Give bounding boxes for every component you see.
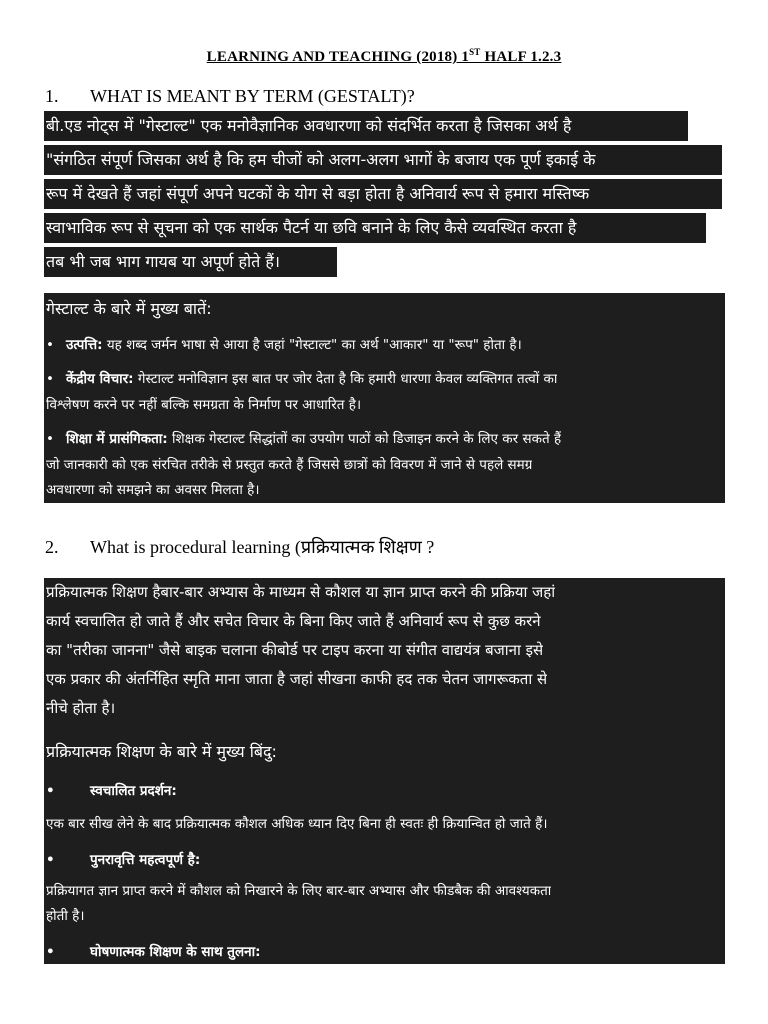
title-superscript: ST: [469, 47, 481, 57]
gestalt-intro-line: तब भी जब भाग गायब या अपूर्ण होते हैं।: [44, 247, 337, 277]
central-idea-label: केंद्रीय विचार:: [66, 371, 134, 387]
procedural-para-line: का "तरीका जानना" जैसे बाइक चलाना कीबोर्ड पर टाइप करना या संगीत वाद्ययंत्र बजाना इसे: [46, 641, 544, 659]
gestalt-key-points-block: [44, 293, 725, 503]
repetition-label: पुनरावृत्ति महत्वपूर्ण है:: [90, 852, 201, 868]
repetition-text: प्रक्रियागत ज्ञान प्राप्त करने में कौशल को निखारने के लिए बार-बार अभ्यास और फीडबैक की आवश्यकता: [46, 883, 552, 899]
page-title: [0, 47, 768, 66]
declarative-comparison-label: घोषणात्मक शिक्षण के साथ तुलना:: [90, 944, 261, 960]
bullet: •: [46, 852, 55, 868]
question-2-number: 2.: [45, 537, 59, 557]
list-item: [46, 369, 557, 387]
education-relevance-text-cont: अवधारणा को समझने का अवसर मिलता है।: [46, 482, 260, 498]
gestalt-intro-line: बी.एड नोट्स में "गेस्टाल्ट" एक मनोवैज्ञानिक अवधारणा को संदर्भित करता है जिसका अर्थ है: [44, 111, 688, 141]
gestalt-intro-line: "संगठित संपूर्ण जिसका अर्थ है कि हम चीजों को अलग-अलग भागों के बजाय एक पूर्ण इकाई के: [44, 145, 722, 175]
education-relevance-text: शिक्षक गेस्टाल्ट सिद्धांतों का उपयोग पाठों को डिजाइन करने के लिए कर सकते हैं: [167, 431, 562, 447]
bullet: •: [46, 783, 55, 799]
repetition-text-cont: होती है।: [46, 908, 85, 924]
gestalt-points-heading: गेस्टाल्ट के बारे में मुख्य बातें:: [46, 299, 212, 318]
question-1-number: 1.: [45, 86, 59, 106]
list-item: [46, 942, 261, 960]
bullet: •: [46, 944, 55, 960]
title-text: LEARNING AND TEACHING (2018) 1: [206, 49, 470, 65]
bullet: •: [46, 431, 54, 447]
auto-performance-text: एक बार सीख लेने के बाद प्रक्रियात्मक कौशल अधिक ध्यान दिए बिना ही स्वतः ही क्रियान्वित हो जाते हैं।: [46, 816, 548, 832]
list-item: [46, 850, 200, 868]
auto-performance-label: स्वचालित प्रदर्शन:: [90, 783, 177, 799]
procedural-para-line: एक प्रकार की अंतर्निहित स्मृति माना जाता है जहां सीखना काफी हद तक चेतन जागरूकता से: [46, 670, 548, 688]
procedural-para-line: नीचे होता है।: [46, 699, 116, 717]
origin-label: उत्पत्ति:: [66, 337, 103, 353]
procedural-para-line: प्रक्रियात्मक शिक्षण हैबार-बार अभ्यास के माध्यम से कौशल या ज्ञान प्राप्त करने की प्रक्रिया जहां: [46, 583, 556, 601]
origin-text: यह शब्द जर्मन भाषा से आया है जहां "गेस्टाल्ट" का अर्थ "आकार" या "रूप" होता है।: [102, 337, 522, 353]
education-relevance-label: शिक्षा में प्रासंगिकता:: [66, 431, 168, 447]
central-idea-text: गेस्टाल्ट मनोविज्ञान इस बात पर जोर देता है कि हमारी धारणा केवल व्यक्तिगत तत्वों का: [133, 371, 558, 387]
question-1-text: WHAT IS MEANT BY TERM (GESTALT)?: [90, 86, 415, 106]
procedural-para-line: कार्य स्वचालित हो जाते हैं और सचेत विचार के बिना किए जाते हैं अनिवार्य रूप से कुछ करने: [46, 612, 541, 630]
question-2-text: What is procedural learning (प्रक्रियात्मक शिक्षण ?: [90, 537, 435, 557]
procedural-learning-block: [44, 578, 725, 964]
list-item: [46, 429, 561, 447]
bullet: •: [46, 337, 54, 353]
title-suffix: HALF 1.2.3: [480, 49, 562, 65]
question-2-heading: [45, 535, 434, 559]
central-idea-text-cont: विश्लेषण करने पर नहीं बल्कि समग्रता के निर्माण पर आधारित है।: [46, 397, 362, 413]
list-item: [46, 335, 522, 353]
gestalt-intro-line: स्वाभाविक रूप से सूचना को एक सार्थक पैटर्न या छवि बनाने के लिए कैसे व्यवस्थित करता है: [44, 213, 706, 243]
education-relevance-text-cont: जो जानकारी को एक संरचित तरीके से प्रस्तुत करते हैं जिससे छात्रों को विवरण में जाने से पहले समग्र: [46, 457, 533, 473]
procedural-points-heading: प्रक्रियात्मक शिक्षण के बारे में मुख्य बिंदु:: [46, 742, 277, 761]
gestalt-intro-line: रूप में देखते हैं जहां संपूर्ण अपने घटकों के योग से बड़ा होता है अनिवार्य रूप से हमारा मस्तिष्क: [44, 179, 722, 209]
list-item: [46, 781, 177, 799]
bullet: •: [46, 371, 54, 387]
question-1-heading: [45, 86, 415, 107]
